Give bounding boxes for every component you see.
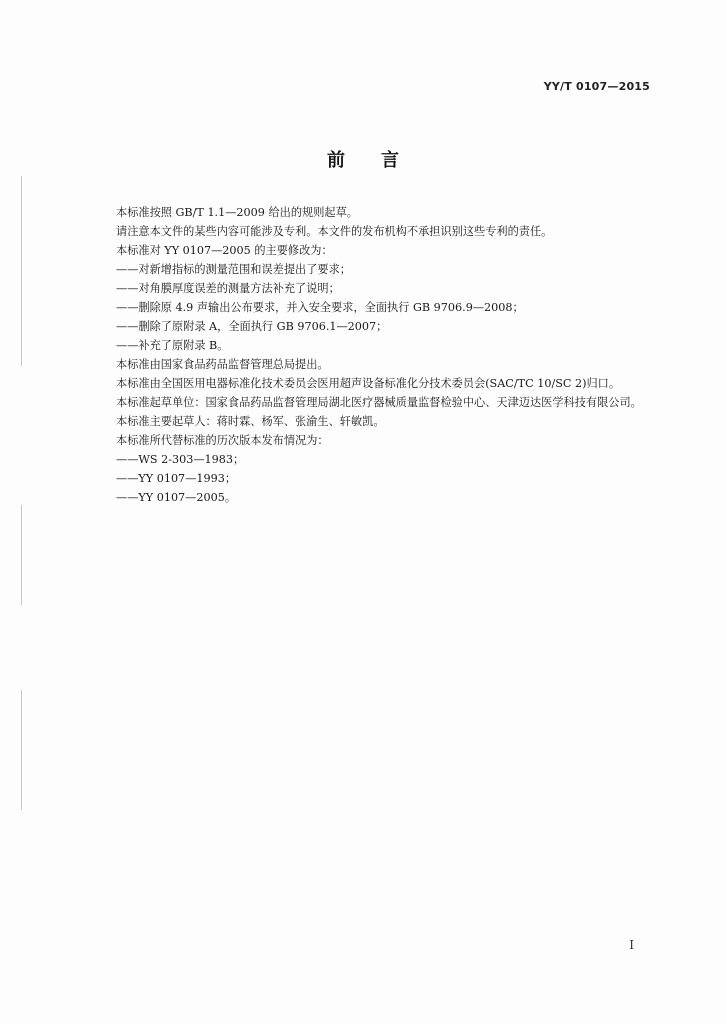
paragraph-changes-intro: 本标准对 YY 0107—2005 的主要修改为： [116,244,333,257]
paragraph-proposer: 本标准由国家食品药品监督管理总局提出。 [116,358,329,371]
list-item-change: ——补充了原附录 B。 [116,339,229,352]
scan-edge-mark [21,176,22,366]
list-item-previous-edition: ——YY 0107—2005。 [116,491,237,504]
page-number: I [629,938,634,952]
list-item-change: ——删除了原附录 A，全面执行 GB 9706.1—2007； [116,320,388,333]
list-item-change: ——删除原 4.9 声输出公布要求，并入安全要求，全面执行 GB 9706.9—2008； [116,301,524,314]
paragraph-drafters: 本标准主要起草人：蒋时霖、杨军、张渝生、轩敏凯。 [116,415,385,428]
paragraph-patent-notice: 请注意本文件的某些内容可能涉及专利。本文件的发布机构不承担识别这些专利的责任。 [116,225,553,238]
page-title: 前言 [327,150,435,171]
paragraph-drafting-rules: 本标准按照 GB/T 1.1—2009 给出的规则起草。 [116,206,358,219]
paragraph-drafting-organizations: 本标准起草单位：国家食品药品监督管理局湖北医疗器械质量监督检验中心、天津迈达医学科技有限公司。 [116,396,642,409]
list-item-previous-edition: ——WS 2-303—1983； [116,453,245,466]
scan-edge-mark [21,690,22,810]
scan-edge-mark [21,505,22,605]
paragraph-technical-committee: 本标准由全国医用电器标准化技术委员会医用超声设备标准化分技术委员会(SAC/TC 10/SC 2)归口。 [116,377,621,390]
list-item-change: ——对角膜厚度误差的测量方法补充了说明； [116,282,340,295]
standard-code: YY/T 0107—2015 [543,80,650,93]
paragraph-previous-editions-intro: 本标准所代替标准的历次版本发布情况为： [116,434,329,447]
list-item-change: ——对新增指标的测量范围和误差提出了要求； [116,263,351,276]
foreword-body [90,203,652,507]
list-item-previous-edition: ——YY 0107—1993； [116,472,237,485]
